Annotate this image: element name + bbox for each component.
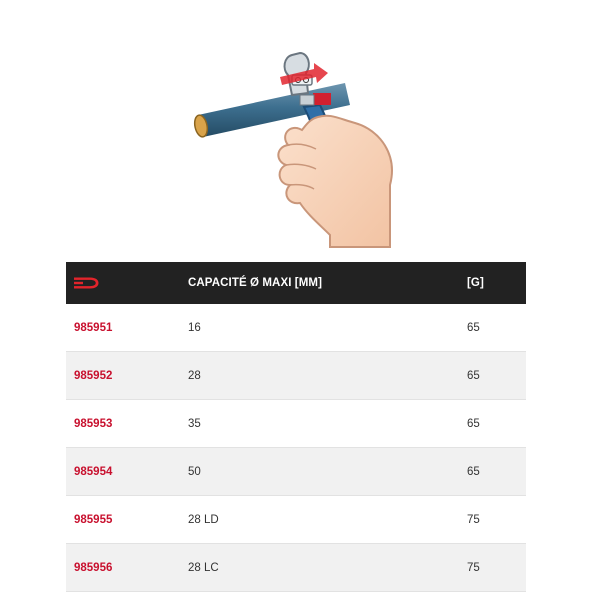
weight-cell: 75 bbox=[467, 513, 480, 526]
weight-cell: 65 bbox=[467, 369, 480, 382]
table-row bbox=[66, 304, 526, 352]
facom-logo-icon bbox=[74, 276, 100, 290]
header-weight: [G] bbox=[467, 277, 484, 289]
specification-table bbox=[66, 262, 526, 592]
weight-cell: 65 bbox=[467, 465, 480, 478]
table-row bbox=[66, 352, 526, 400]
reference-cell: 985954 bbox=[74, 465, 113, 478]
capacity-cell: 28 LD bbox=[188, 513, 219, 526]
reference-cell: 985952 bbox=[74, 369, 113, 382]
cable-stripper-illustration bbox=[180, 35, 420, 255]
weight-cell: 65 bbox=[467, 417, 480, 430]
table-row bbox=[66, 448, 526, 496]
header-capacity: CAPACITÉ Ø MAXI [MM] bbox=[188, 277, 323, 289]
capacity-cell: 16 bbox=[188, 321, 201, 334]
table-header bbox=[66, 262, 526, 304]
reference-cell: 985955 bbox=[74, 513, 113, 526]
weight-cell: 65 bbox=[467, 321, 480, 334]
hand bbox=[278, 116, 392, 247]
reference-cell: 985953 bbox=[74, 417, 113, 430]
weight-cell: 75 bbox=[467, 561, 480, 574]
table-row bbox=[66, 496, 526, 544]
capacity-cell: 35 bbox=[188, 417, 201, 430]
header-logo-cell bbox=[66, 276, 188, 290]
table-row bbox=[66, 544, 526, 592]
capacity-cell: 28 bbox=[188, 369, 201, 382]
capacity-cell: 50 bbox=[188, 465, 201, 478]
reference-cell: 985956 bbox=[74, 561, 113, 574]
reference-cell: 985951 bbox=[74, 321, 113, 334]
capacity-cell: 28 LC bbox=[188, 561, 219, 574]
table-row bbox=[66, 400, 526, 448]
